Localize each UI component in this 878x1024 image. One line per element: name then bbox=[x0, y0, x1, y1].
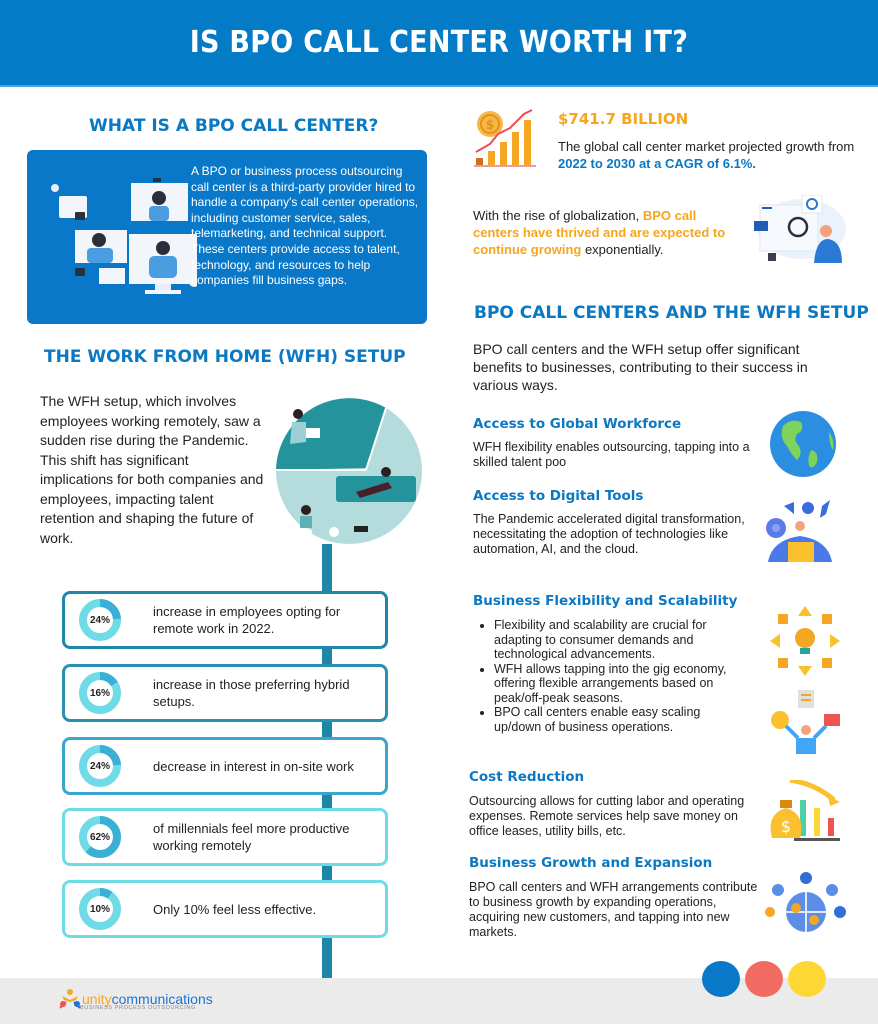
benefit-title-flexibility: Business Flexibility and Scalability bbox=[473, 593, 738, 609]
donut-chart-icon bbox=[77, 886, 123, 932]
benefit-title-global-workforce: Access to Global Workforce bbox=[473, 416, 682, 432]
market-value: $741.7 BILLION bbox=[558, 110, 689, 128]
what-is-title: WHAT IS A BPO CALL CENTER? bbox=[89, 116, 379, 136]
benefit-bullet: • Flexibility and scalability are crucial for adapting to consumer demands and technological advancements. bbox=[494, 618, 736, 662]
video-call-illustration bbox=[47, 178, 197, 298]
wfh-title: THE WORK FROM HOME (WFH) SETUP bbox=[44, 347, 406, 367]
stat-value: 62% bbox=[89, 831, 110, 843]
market-desc-highlight: 2022 to 2030 at a CAGR of 6.1%. bbox=[558, 156, 756, 171]
what-is-body: A BPO or business process outsourcing call center is a third-party provider hired to handle a company's call center operations, including customer service, sales, telemarketing, and technical support. These centers provide access to talent, technology, and resources to help companies fill business gaps. bbox=[191, 164, 419, 288]
donut-chart-icon bbox=[77, 814, 123, 860]
global-stores-icon bbox=[764, 872, 846, 934]
donut-chart-icon bbox=[77, 670, 123, 716]
donut-chart-icon bbox=[77, 597, 123, 643]
home-office-illustration bbox=[276, 398, 422, 568]
header-banner bbox=[0, 0, 878, 87]
digital-tools-icon bbox=[764, 500, 836, 566]
task-management-icon bbox=[770, 690, 842, 754]
decorative-dot-red bbox=[745, 961, 783, 997]
brand-logo[interactable] bbox=[58, 988, 213, 1010]
svg-text:$: $ bbox=[780, 817, 792, 836]
stat-card bbox=[62, 737, 388, 795]
stat-value: 10% bbox=[89, 903, 110, 915]
stat-value: 16% bbox=[89, 687, 110, 699]
page-title: IS BPO CALL CENTER WORTH IT? bbox=[189, 25, 689, 60]
benefit-text-digital-tools: The Pandemic accelerated digital transformation, necessitating the adoption of technologies like automation, AI, and the cloud. bbox=[473, 512, 745, 556]
benefits-intro: BPO call centers and the WFH setup offer significant benefits to businesses, contributing to their success in various ways. bbox=[473, 341, 808, 393]
what-is-box bbox=[27, 150, 427, 324]
brand-name-part2: communications bbox=[111, 991, 213, 1007]
stat-label: increase in those preferring hybrid setups. bbox=[153, 677, 350, 709]
growth-chart-dollar-icon bbox=[474, 108, 536, 168]
globe-icon bbox=[769, 410, 837, 478]
stat-card bbox=[62, 808, 388, 866]
benefit-bullet: • BPO call centers enable easy scaling up/down of business operations. bbox=[494, 705, 736, 734]
stat-card bbox=[62, 880, 388, 938]
benefit-title-digital-tools: Access to Digital Tools bbox=[473, 488, 644, 504]
stat-label: decrease in interest in on-site work bbox=[153, 758, 354, 774]
svg-text:$: $ bbox=[485, 118, 495, 133]
benefit-list-flexibility bbox=[474, 618, 736, 734]
decorative-dot-blue bbox=[702, 961, 740, 997]
globalization-text bbox=[473, 207, 743, 258]
stat-label: of millennials feel more productive working remotely bbox=[153, 821, 350, 853]
brand-tagline: BUSINESS PROCESS OUTSOURCING bbox=[80, 1005, 196, 1011]
benefit-text-global-workforce: WFH flexibility enables outsourcing, tapping into a skilled talent poo bbox=[473, 440, 750, 469]
benefit-text-cost-reduction: Outsourcing allows for cutting labor and operating expenses. Remote services help save money on office leases, utility bills, etc. bbox=[469, 794, 745, 838]
stat-value: 24% bbox=[89, 614, 110, 626]
stat-card bbox=[62, 591, 388, 649]
donut-chart-icon bbox=[77, 743, 123, 789]
benefit-title-cost-reduction: Cost Reduction bbox=[469, 769, 585, 785]
globalization-prefix: With the rise of globalization, bbox=[473, 208, 643, 223]
unity-people-icon bbox=[58, 988, 82, 1010]
stat-label: Only 10% feel less effective. bbox=[153, 901, 317, 917]
benefits-title: BPO CALL CENTERS AND THE WFH SETUP bbox=[474, 303, 869, 323]
wfh-body: The WFH setup, which involves employees working remotely, saw a sudden rise during the Pandemic. This shift has significant implications for both companies and employees, impacting talent retention and shaping the future of work. bbox=[40, 393, 264, 546]
brand-name-part1: unity bbox=[82, 991, 112, 1007]
analytics-magnifier-illustration bbox=[752, 195, 847, 263]
scalability-icon bbox=[770, 606, 840, 676]
stat-label: increase in employees opting for remote work in 2022. bbox=[153, 604, 341, 636]
globalization-suffix: exponentially. bbox=[581, 242, 664, 257]
stat-card bbox=[62, 664, 388, 722]
market-desc-text: The global call center market projected growth from bbox=[558, 139, 855, 154]
stat-value: 24% bbox=[89, 760, 110, 772]
benefit-title-growth: Business Growth and Expansion bbox=[469, 855, 713, 871]
globalization-highlight: BPO call centers have thrived and are expected to continue growing bbox=[473, 208, 726, 257]
benefit-text-growth: BPO call centers and WFH arrangements contribute to business growth by expanding operations, acquiring new customers, and tapping into new markets. bbox=[469, 880, 758, 939]
market-description bbox=[558, 138, 858, 172]
benefit-bullet: • WFH allows tapping into the gig economy, offering flexible arrangements based on peak/off-peak seasons. bbox=[494, 662, 736, 706]
cost-reduction-icon bbox=[766, 780, 840, 842]
decorative-dot-yellow bbox=[788, 961, 826, 997]
